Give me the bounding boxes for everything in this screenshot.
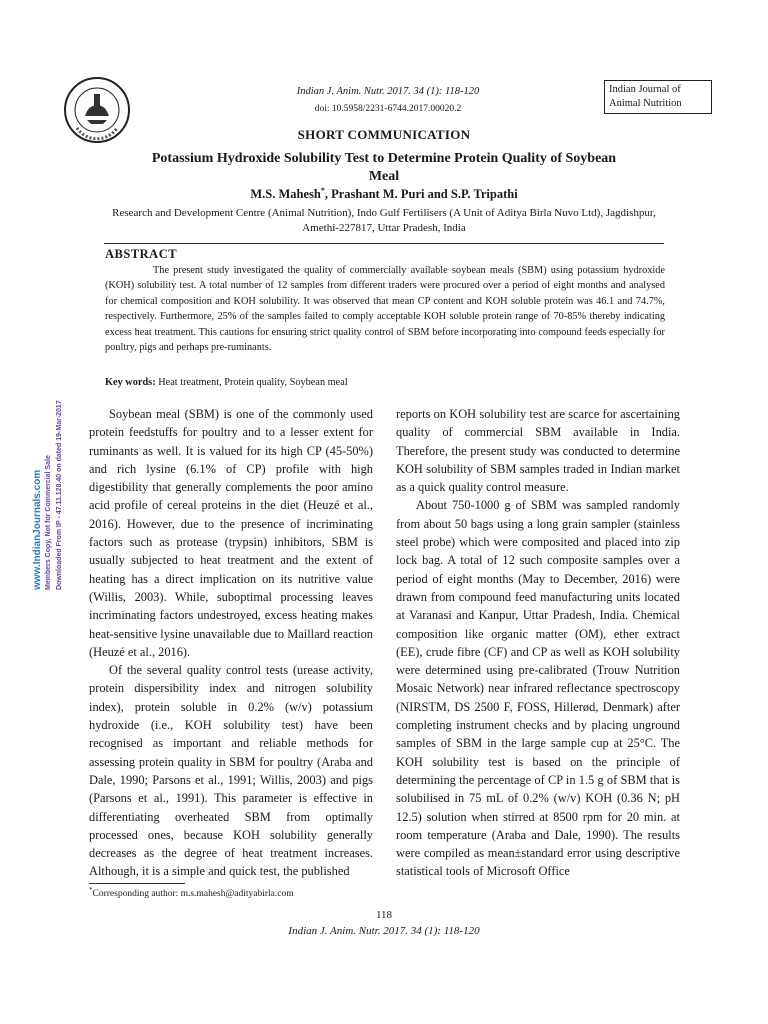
footnote-text: Corresponding author: m.s.mahesh@adityabirla.com [92,889,294,900]
header-journal-ref: Indian J. Anim. Nutr. 2017. 34 (1): 118-120 [296,86,480,97]
journal-name-line2: Animal Nutrition [609,98,682,109]
keywords [105,377,665,388]
side-watermark [32,400,65,590]
affiliation: Research and Development Centre (Animal Nutrition), Indo Gulf Fertilisers (A Unit of Aditya Birla Nuvo Ltd), Jagdishpur, Amethi-227817, Uttar Pradesh, India [112,207,656,234]
paragraph: About 750-1000 g of SBM was sampled randomly from about 50 bags using a long grain sampler (stainless steel probe) which were composited and placed into zip lock bag. A total of 12 such composite samples over a period of eight months (May to December, 2016) were drawn from compound feed manufacturing units located at Varanasi and Kanpur, Uttar Pradesh, India. Chemical composition like organic matter (OM), ether extract (EE), crude fibre (CF) and CP as well as KOH solubility were determined using pre-calibrated (Trouw Nutrition Mosaic Network) near infrared reflectance spectroscopy (NIRSTM, DS 2500 F, FOSS, Hillerød, Denmark) after completing instrument checks and by placing unground samples of SBM in the large sample cup at 25°C. The KOH solubility test is based on the principle of determining the percentage of CP in 1.5 g of SBM that is solubilised in 75 mL of 0.2% (w/v) KOH (0.36 N; pH 12.5) solution when stirred at 8500 rpm for 20 min. at room temperature (Araba and Dale, 1990). The results were compiled as mean±standard error using descriptive statistical tools of Microsoft Office [396,498,680,879]
footnote-rule [89,883,185,884]
watermark-site: www.IndianJournals.com [32,469,43,590]
footer-journal-ref: Indian J. Anim. Nutr. 2017. 34 (1): 118-120 [288,925,480,937]
body-column-right [396,405,680,881]
article-title: Potassium Hydroxide Solubility Test to Determine Protein Quality of Soybean Meal [151,151,617,184]
author-first: M.S. Mahesh [250,187,321,202]
page-number: 118 [375,909,393,921]
keywords-label: Key words: [105,377,156,388]
body-column-left [89,405,373,881]
journal-name-line1: Indian Journal of [609,84,681,95]
footnote [89,886,294,899]
corresponding-mark: * [320,186,325,195]
abstract-rule [104,243,664,244]
paragraph: reports on KOH solubility test are scarce for ascertaining quality of commercial SBM available in India. Therefore, the present study was conducted to determine KOH solubility of SBM samples traded in Indian market as a quick quality control measure. [396,407,680,495]
watermark-members: Members Copy, Not for Commercial Sale [45,455,52,590]
section-label: SHORT COMMUNICATION [297,127,471,142]
paragraph: Soybean meal (SBM) is one of the commonly used protein feedstuffs for poultry and to a lesser extent for ruminants as well. It is valued for its high CP (45-50%) and rich lysine (6.1% of CP) profile with high digestibility that generally complements the poor amino acid profile of cereal proteins in the diet (Heuzé et al., 2016). However, due to the presence of incriminating factors such as protease (trypsin) inhibitors, SBM is usually subjected to heat treatment and the extent of heating has a direct implication on its nutritive value (Willis, 2003). While, suboptimal processing leaves incriminating factors undestroyed, excess heating makes heat-sensitive lysine unavailable due to Maillard reaction (Heuzé et al., 2016). [89,407,373,659]
footnote-mark: * [89,886,93,894]
doi: doi: 10.5958/2231-6744.2017.00020.2 [314,104,462,114]
watermark-download: Downloaded From IP - 47.11.128.40 on dated 19-Mar-2017 [56,400,63,590]
journal-name-box [604,80,712,114]
paragraph: Of the several quality control tests (urease activity, protein dispersibility index and nitrogen solubility index), protein soluble in 0.2% (w/v) potassium hydroxide (i.e., KOH solubility test) have been recognised as important and reliable methods for assessing protein quality in SBM for poultry (Araba and Dale, 1990; Parsons et al., 1991; Willis, 2003) and pigs (Parsons et al., 1991). This parameter is effective in differentiating overheated SBM from optimally processed ones, because KOH solubility generally decreases as the degree of heat treatment increases. Although, it is a simple and quick test, the published [89,663,373,879]
authors [0,186,768,202]
abstract-text: The present study investigated the quality of commercially available soybean meals (SBM) using potassium hydroxide (KOH) solubility test. A total number of 12 samples from different traders were procured over a period of eight months and analysed for chemical composition and KOH solubility. It was observed that mean CP content and KOH soluble protein was 46.1 and 74.7%, respectively. Furthermore, 25% of the samples failed to comply acceptable KOH soluble protein range of 70-85% thereby indicating excess heat treatment. This cautions for ensuring strict quality control of SBM before incorporating into compound feeds especially for poultry, pigs and perhaps pre-ruminants. [105,265,665,354]
keywords-list: Heat treatment, Protein quality, Soybean meal [155,377,348,388]
abstract-heading: ABSTRACT [105,247,178,261]
author-others: , Prashant M. Puri and S.P. Tripathi [324,187,518,202]
